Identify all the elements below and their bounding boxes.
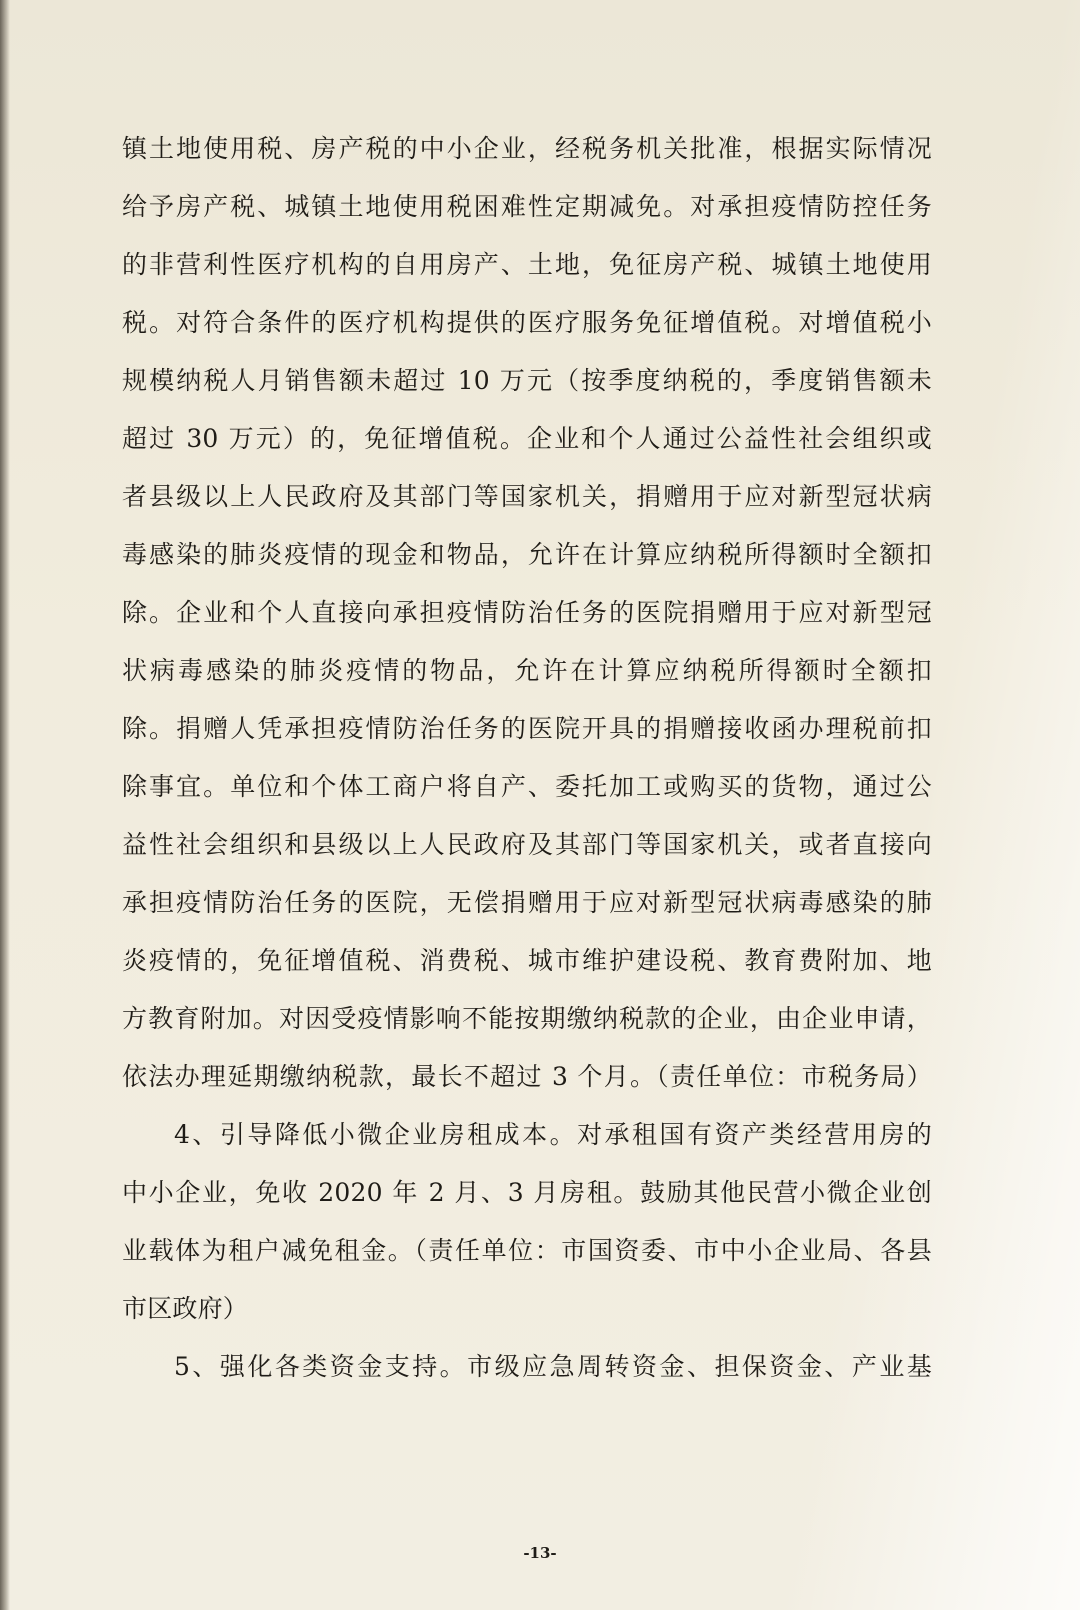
text-line: 除。企业和个人直接向承担疫情防治任务的医院捐赠用于应对新型冠: [122, 598, 932, 627]
text-line: 给予房产税、城镇土地使用税困难性定期减免。对承担疫情防控任务: [122, 192, 932, 221]
text-line: 毒感染的肺炎疫情的现金和物品，允许在计算应纳税所得额时全额扣: [122, 540, 932, 569]
text-line: 依法办理延期缴纳税款，最长不超过 3 个月。（责任单位：市税务局）: [122, 1062, 932, 1091]
text-line: 税。对符合条件的医疗机构提供的医疗服务免征增值税。对增值税小: [122, 308, 932, 337]
text-line: 炎疫情的，免征增值税、消费税、城市维护建设税、教育费附加、地: [122, 946, 932, 975]
body-text: [122, 120, 932, 1396]
text-line: 益性社会组织和县级以上人民政府及其部门等国家机关，或者直接向: [122, 830, 932, 859]
page-number: -13-: [523, 1544, 557, 1562]
text-line: 承担疫情防治任务的医院，无偿捐赠用于应对新型冠状病毒感染的肺: [122, 888, 932, 917]
text-line: 规模纳税人月销售额未超过 10 万元（按季度纳税的，季度销售额未: [122, 366, 932, 395]
text-line: 5、强化各类资金支持。市级应急周转资金、担保资金、产业基: [174, 1352, 932, 1381]
text-line: 方教育附加。对因受疫情影响不能按期缴纳税款的企业，由企业申请，: [122, 1004, 932, 1033]
text-line: 除事宜。单位和个体工商户将自产、委托加工或购买的货物，通过公: [122, 772, 932, 801]
page-edge-shadow: [0, 0, 10, 1610]
text-line: 者县级以上人民政府及其部门等国家机关，捐赠用于应对新型冠状病: [122, 482, 932, 511]
text-line: 中小企业，免收 2020 年 2 月、3 月房租。鼓励其他民营小微企业创: [122, 1178, 932, 1207]
text-line: 业载体为租户减免租金。（责任单位：市国资委、市中小企业局、各县: [122, 1236, 932, 1265]
text-line: 状病毒感染的肺炎疫情的物品，允许在计算应纳税所得额时全额扣: [122, 656, 932, 685]
text-line: 4、引导降低小微企业房租成本。对承租国有资产类经营用房的: [174, 1120, 932, 1149]
text-line: 超过 30 万元）的，免征增值税。企业和个人通过公益性社会组织或: [122, 424, 932, 453]
text-line: 的非营利性医疗机构的自用房产、土地，免征房产税、城镇土地使用: [122, 250, 932, 279]
text-line: 市区政府）: [122, 1294, 249, 1323]
text-line: 除。捐赠人凭承担疫情防治任务的医院开具的捐赠接收函办理税前扣: [122, 714, 932, 743]
text-line: 镇土地使用税、房产税的中小企业，经税务机关批准，根据实际情况: [122, 134, 932, 163]
